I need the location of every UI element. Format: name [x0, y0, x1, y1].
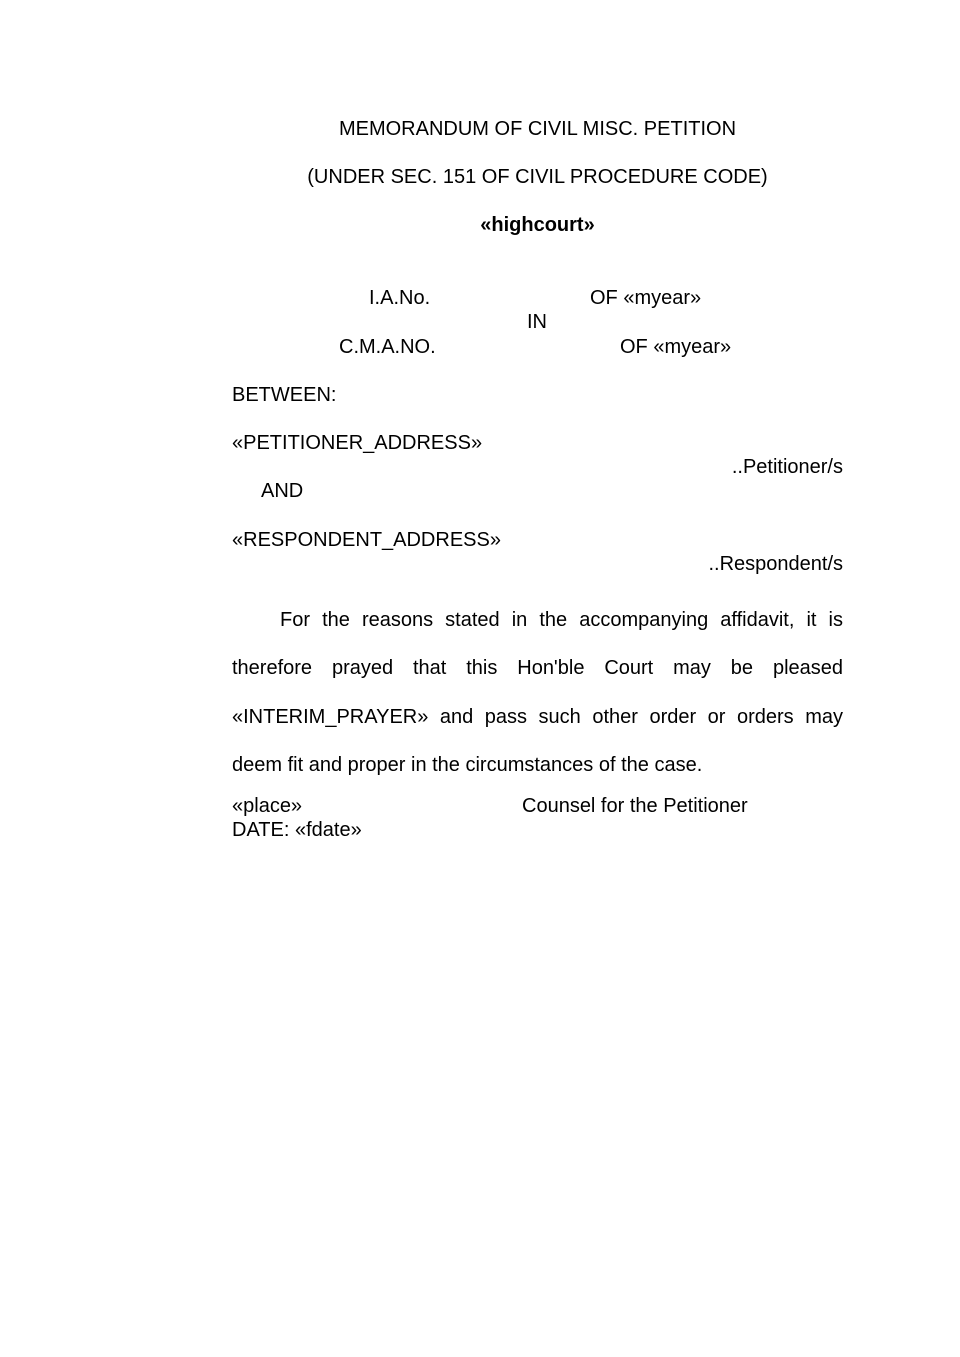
respondent-address: «RESPONDENT_ADDRESS»	[232, 529, 501, 551]
counsel-signature-line: Counsel for the Petitioner	[522, 795, 748, 817]
prayer-text: For the reasons stated in the accompanying affidavit, it is therefore prayed that this Hon'ble Court may be pleased «INTERIM_PRAYER» and pass such other order or orders may deem fit and proper in the circumstances of the case.	[232, 609, 843, 776]
cma-number-label: C.M.A.NO.	[339, 336, 436, 358]
ia-number-label: I.A.No.	[369, 287, 431, 309]
place: «place»	[232, 795, 303, 817]
date-line: DATE: «fdate»	[232, 819, 362, 841]
document-title: MEMORANDUM OF CIVIL MISC. PETITION	[338, 118, 737, 140]
document-subtitle: (UNDER SEC. 151 OF CIVIL PROCEDURE CODE)	[307, 166, 768, 188]
between-label: BETWEEN:	[232, 384, 337, 406]
respondent-role: ..Respondent/s	[708, 553, 843, 575]
court-name: «highcourt»	[480, 214, 595, 236]
petitioner-address: «PETITIONER_ADDRESS»	[232, 432, 483, 454]
prayer-paragraph	[232, 596, 843, 789]
in-label: IN	[527, 311, 547, 333]
petitioner-role: ..Petitioner/s	[731, 456, 843, 478]
and-label: AND	[261, 480, 304, 502]
ia-year: OF «myear»	[590, 287, 702, 309]
cma-year: OF «myear»	[620, 336, 732, 358]
